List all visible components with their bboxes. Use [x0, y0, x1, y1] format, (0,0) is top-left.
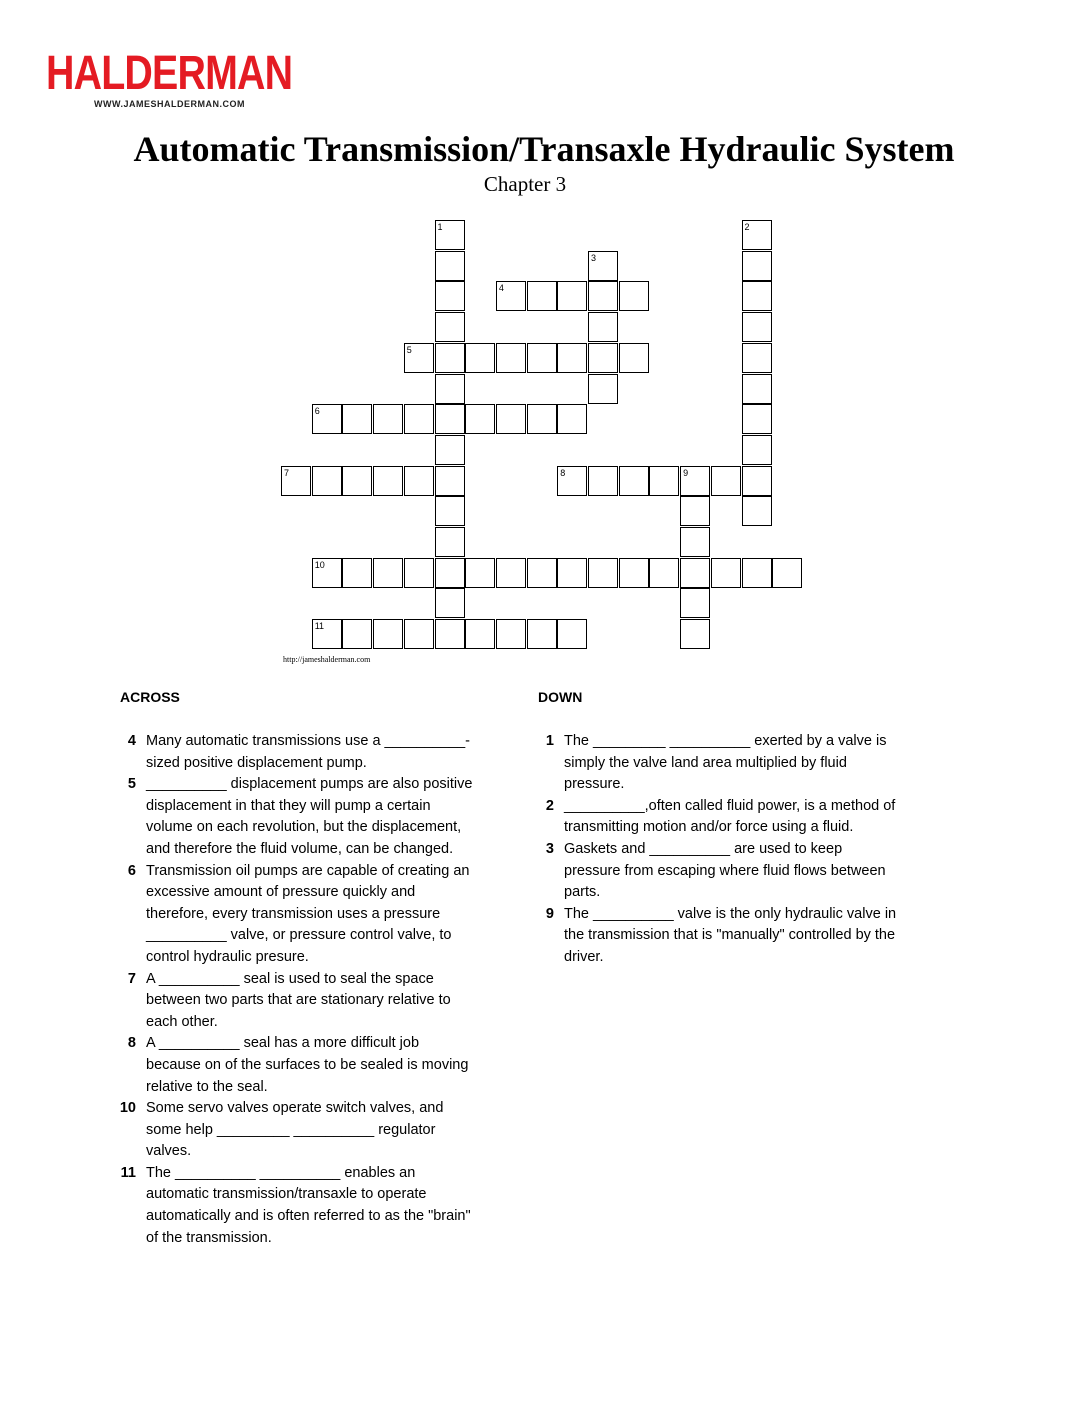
grid-cell[interactable]	[435, 312, 465, 342]
grid-cell[interactable]	[373, 558, 403, 588]
grid-cell[interactable]	[404, 558, 434, 588]
grid-cell[interactable]	[527, 281, 557, 311]
grid-cell[interactable]	[742, 466, 772, 496]
grid-cell[interactable]	[435, 435, 465, 465]
grid-cell[interactable]	[680, 527, 710, 557]
down-clue	[526, 731, 898, 796]
across-heading: ACROSS	[120, 689, 180, 705]
clue-number: 9	[545, 905, 554, 922]
grid-cell[interactable]	[465, 343, 495, 373]
grid-cell[interactable]	[435, 527, 465, 557]
grid-cell[interactable]	[557, 466, 587, 496]
down-clue	[526, 839, 898, 904]
grid-cell[interactable]	[588, 312, 618, 342]
across-clues	[108, 731, 474, 1249]
grid-cell[interactable]	[557, 619, 587, 649]
cell-number: 2	[744, 222, 750, 232]
clue-number: 11	[120, 1164, 136, 1181]
grid-cell[interactable]	[435, 374, 465, 404]
grid-cell[interactable]	[557, 404, 587, 434]
grid-cell[interactable]	[588, 251, 618, 281]
grid-cell[interactable]	[680, 558, 710, 588]
clue-number: 8	[127, 1035, 136, 1052]
cell-number: 10	[314, 559, 325, 570]
clue-number: 1	[545, 733, 554, 749]
grid-cell[interactable]	[742, 220, 772, 250]
across-clue	[108, 969, 474, 1034]
across-clue	[108, 731, 474, 774]
clue-text: A __________ seal is used to seal the space between two parts that are stationary relative to each other.	[146, 970, 451, 1030]
across-clue	[108, 774, 474, 860]
grid-cell[interactable]	[435, 619, 465, 649]
clue-text: The __________ valve is the only hydraulic valve in the transmission that is "manually" controlled by the driver.	[564, 905, 897, 965]
grid-cell[interactable]	[619, 466, 649, 496]
cell-number: 7	[284, 467, 290, 478]
clue-text: __________,often called fluid power, is a method of transmitting motion and/or force using a fluid.	[564, 797, 896, 836]
grid-cell[interactable]	[742, 251, 772, 281]
grid-cell[interactable]	[742, 343, 772, 373]
clue-text: __________ displacement pumps are also positive displacement in that they will pump a certain volume on each revolution, but the displacement, and therefore the fluid volume, can be changed.	[146, 776, 473, 857]
grid-cell[interactable]	[588, 374, 618, 404]
grid-cell[interactable]	[588, 281, 618, 311]
grid-cell[interactable]	[742, 435, 772, 465]
grid-cell[interactable]	[772, 558, 802, 588]
across-clue	[108, 1163, 474, 1249]
grid-cell[interactable]	[342, 558, 372, 588]
grid-cell[interactable]	[649, 558, 679, 588]
cell-number: 11	[314, 621, 325, 632]
grid-cell[interactable]	[435, 466, 465, 496]
grid-cell[interactable]	[373, 466, 403, 496]
grid-cell[interactable]	[527, 558, 557, 588]
across-clue	[108, 1098, 474, 1163]
clue-number: 5	[127, 776, 136, 793]
grid-cell[interactable]	[588, 558, 618, 588]
clue-number: 4	[127, 733, 136, 749]
grid-cell[interactable]	[404, 343, 434, 373]
clue-number: 3	[545, 840, 554, 857]
grid-cell[interactable]	[342, 404, 372, 434]
grid-cell[interactable]	[312, 558, 342, 588]
grid-cell[interactable]	[435, 220, 465, 250]
grid-cell[interactable]	[527, 343, 557, 373]
grid-cell[interactable]	[680, 588, 710, 618]
down-heading: DOWN	[538, 689, 583, 705]
grid-cell[interactable]	[435, 588, 465, 618]
grid-cell[interactable]	[435, 404, 465, 434]
clue-text: Some servo valves operate switch valves, and some help _________ __________ regulator valves.	[146, 1100, 444, 1160]
cell-number: 4	[498, 283, 504, 294]
grid-cell[interactable]	[404, 404, 434, 434]
grid-cell[interactable]	[619, 343, 649, 373]
grid-cell[interactable]	[373, 404, 403, 434]
page-subtitle: Chapter 3	[483, 172, 567, 196]
grid-cell[interactable]	[557, 281, 587, 311]
cell-number: 9	[683, 467, 689, 478]
cell-number: 3	[591, 252, 597, 263]
grid-cell[interactable]	[435, 251, 465, 281]
cell-number: 8	[560, 467, 566, 478]
clue-text: The _________ __________ exerted by a valve is simply the valve land area multiplied by fluid pressure.	[564, 733, 887, 793]
grid-cell[interactable]	[312, 404, 342, 434]
grid-cell[interactable]	[588, 466, 618, 496]
grid-cell[interactable]	[619, 281, 649, 311]
clue-text: Gaskets and __________ are used to keep pressure from escaping where fluid flows between parts.	[564, 840, 886, 901]
grid-cell[interactable]	[496, 343, 526, 373]
down-clues	[526, 731, 898, 969]
grid-cell[interactable]	[435, 558, 465, 588]
grid-cell[interactable]	[435, 496, 465, 526]
grid-cell[interactable]	[680, 496, 710, 526]
grid-cell[interactable]	[742, 558, 772, 588]
grid-cell[interactable]	[465, 558, 495, 588]
grid-cell[interactable]	[588, 343, 618, 373]
cell-number: 6	[314, 406, 320, 417]
grid-cell[interactable]	[404, 466, 434, 496]
grid-cell[interactable]	[711, 558, 741, 588]
across-clue	[108, 861, 474, 969]
clue-text: The __________ __________ enables an automatic transmission/transaxle to operate automatically and is often referred to as the "brain" of the transmission.	[146, 1164, 471, 1246]
grid-cell[interactable]	[312, 466, 342, 496]
grid-cell[interactable]	[496, 619, 526, 649]
grid-cell[interactable]	[742, 312, 772, 342]
clue-text: Many automatic transmissions use a __________-sized positive displacement pump.	[146, 733, 471, 771]
grid-cell[interactable]	[496, 558, 526, 588]
grid-cell[interactable]	[557, 558, 587, 588]
across-clue	[108, 1033, 474, 1098]
clue-number: 6	[127, 862, 136, 879]
grid-cell[interactable]	[404, 619, 434, 649]
grid-cell[interactable]	[342, 466, 372, 496]
grid-cell[interactable]	[619, 558, 649, 588]
grid-cell[interactable]	[711, 466, 741, 496]
grid-cell[interactable]	[342, 619, 372, 649]
grid-cell[interactable]	[496, 404, 526, 434]
grid-cell[interactable]	[557, 343, 587, 373]
logo-text: HALDERMAN	[46, 47, 293, 100]
grid-cell[interactable]	[465, 404, 495, 434]
grid-cell[interactable]	[527, 404, 557, 434]
down-clue	[526, 796, 898, 839]
clue-number: 10	[119, 1100, 136, 1117]
grid-cell[interactable]	[373, 619, 403, 649]
grid-cell[interactable]	[496, 281, 526, 311]
logo-url: WWW.JAMESHALDERMAN.COM	[94, 99, 245, 109]
cell-number: 1	[437, 222, 443, 232]
grid-cell[interactable]	[742, 281, 772, 311]
clue-number: 7	[127, 970, 136, 987]
clue-text: Transmission oil pumps are capable of creating an excessive amount of pressure quickly and therefore, every transmission uses a pressure __________ valve, or pressure control valve, to control hydraulic presure.	[146, 862, 470, 965]
grid-cell[interactable]	[312, 619, 342, 649]
grid-cell[interactable]	[742, 496, 772, 526]
down-clue	[526, 904, 898, 969]
puzzle-credit: http://jameshalderman.com	[283, 655, 371, 664]
clue-number: 2	[545, 797, 554, 814]
grid-cell[interactable]	[742, 404, 772, 434]
grid-cell[interactable]	[527, 619, 557, 649]
grid-cell[interactable]	[680, 619, 710, 649]
grid-cell[interactable]	[435, 343, 465, 373]
cell-number: 5	[406, 344, 412, 355]
grid-cell[interactable]	[465, 619, 495, 649]
grid-cell[interactable]	[649, 466, 679, 496]
grid-cell[interactable]	[680, 466, 710, 496]
grid-cell[interactable]	[435, 281, 465, 311]
halderman-logo	[46, 47, 293, 109]
grid-cell[interactable]	[742, 374, 772, 404]
grid-cell[interactable]	[281, 466, 311, 496]
clue-text: A __________ seal has a more difficult job because on of the surfaces to be sealed is moving relative to the seal.	[146, 1035, 469, 1095]
page-title: Automatic Transmission/Transaxle Hydraulic System	[133, 129, 955, 169]
